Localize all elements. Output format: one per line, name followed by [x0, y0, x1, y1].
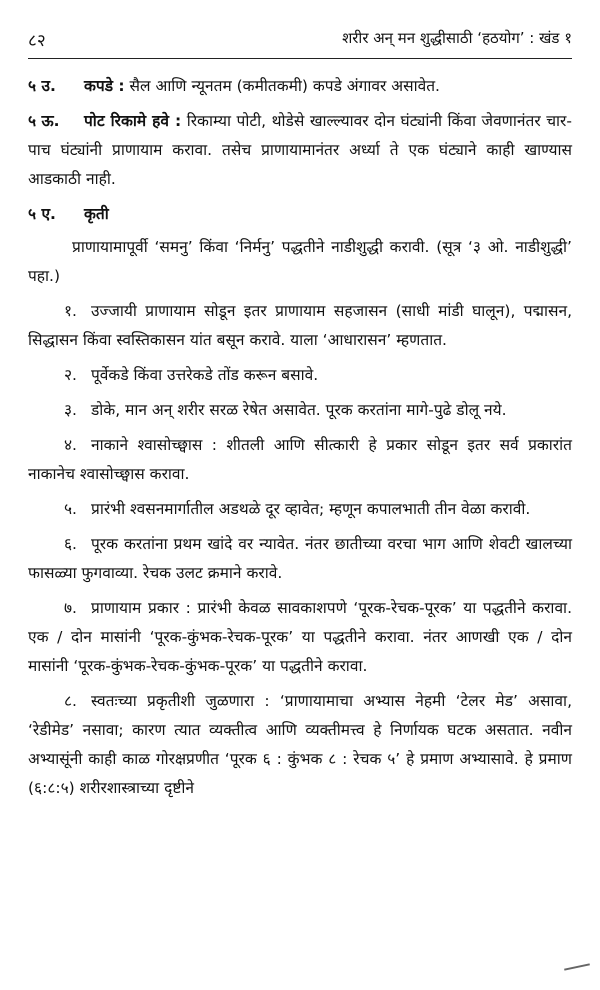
item-text: स्वतःच्या प्रकृतीशी जुळणारा : ‘प्राणायामाचा अभ्यास नेहमी ‘टेलर मेड’ असावा, ‘रेडीमेड’ नसावा; कारण त्यात व्यक्तीत्व आणि व्यक्तीमत्त्व हे निर्णायक घटक असतात. नवीन अभ्यासूंनी काही काळ गोरक्षप्रणीत ‘पूरक ६ : कुंभक ८ : रेचक ५’ हे प्रमाण अभ्यासावे. हे प्रमाण (६:८:५) शरीरशास्त्राच्या दृष्टीने	[28, 692, 572, 797]
section-title: कपडे :	[84, 77, 125, 95]
section-title: पोट रिकामे हवे :	[84, 112, 182, 130]
section-body: सैल आणि न्यूनतम (कमीतकमी) कपडे अंगावर असावेत.	[124, 77, 440, 95]
item-text: डोके, मान अन् शरीर सरळ रेषेत असावेत. पूरक करतांना मागे-पुढे डोलू नये.	[91, 401, 507, 419]
section-number: ५ ऊ.	[28, 112, 60, 130]
section-body: रिकाम्या पोटी, थोडेसे खाल्ल्यावर दोन घंट्यांनी किंवा जेवणानंतर चार-पाच घंट्यांनी प्राणायाम करावा. तसेच प्राणायामानंतर अर्ध्या ते एक घंट्याने काही खाण्यास आडकाठी नाही.	[28, 112, 572, 188]
intro-paragraph: प्राणायामापूर्वी ‘समनु’ किंवा ‘निर्मनु’ पद्धतीने नाडीशुद्धी करावी. (सूत्र ‘३ ओ. नाडीशुद्धी’ पहा.)	[28, 238, 572, 285]
item-text: नाकाने श्वासोच्छ्वास : शीतली आणि सीत्कारी हे प्रकार सोडून इतर सर्व प्रकारांत नाकानेच श्वासोच्छ्वास करावा.	[28, 436, 572, 483]
item-number: ३.	[64, 401, 77, 419]
page-body	[28, 68, 572, 809]
page-header	[28, 22, 572, 56]
list-item	[28, 687, 572, 803]
page-number: ८२	[28, 31, 46, 51]
list-item	[28, 530, 572, 588]
section-clothes	[28, 72, 572, 101]
item-number: ५.	[64, 500, 77, 518]
pencil-mark	[564, 963, 590, 970]
section-empty-stomach	[28, 107, 572, 194]
item-text: पूर्वेकडे किंवा उत्तरेकडे तोंड करून बसावे.	[91, 366, 319, 384]
item-number: ७.	[64, 599, 77, 617]
item-text: प्राणायाम प्रकार : प्रारंभी केवळ सावकाशपणे ‘पूरक-रेचक-पूरक’ या पद्धतीने करावा. एक / दोन मासांनी ‘पूरक-कुंभक-रेचक-पूरक’ या पद्धतीने करावा. नंतर आणखी एक / दोन मासांनी ‘पूरक-कुंभक-रेचक-कुंभक-पूरक’ या पद्धतीने करावा.	[28, 599, 572, 675]
header-rule	[28, 58, 572, 59]
item-number: ४.	[64, 436, 77, 454]
list-item	[28, 396, 572, 425]
list-item	[28, 594, 572, 681]
item-number: २.	[64, 366, 77, 384]
item-number: ६.	[64, 535, 77, 553]
item-number: १.	[64, 302, 77, 320]
item-number: ८.	[64, 692, 77, 710]
item-text: प्रारंभी श्वसनमार्गातील अडथळे दूर व्हावेत; म्हणून कपालभाती तीन वेळा करावी.	[91, 500, 531, 518]
section-number: ५ उ.	[28, 77, 56, 95]
item-text: उज्जायी प्राणायाम सोडून इतर प्राणायाम सहजासन (साधी मांडी घालून), पद्मासन, सिद्धासन किंवा स्वस्तिकासन यांत बसून करावे. याला ‘आधारासन’ म्हणतात.	[28, 302, 572, 349]
section-method	[28, 200, 572, 229]
list-item	[28, 431, 572, 489]
running-title: शरीर अन् मन शुद्धीसाठी ‘हठयोग’ : खंड १	[342, 29, 572, 47]
section-number: ५ ए.	[28, 205, 56, 223]
item-text: पूरक करतांना प्रथम खांदे वर न्यावेत. नंतर छातीच्या वरचा भाग आणि शेवटी खालच्या फासळ्या फुगवाव्या. रेचक उलट क्रमाने करावे.	[28, 535, 572, 582]
list-item	[28, 297, 572, 355]
section-title: कृती	[84, 205, 109, 223]
list-item	[28, 495, 572, 524]
list-item	[28, 361, 572, 390]
